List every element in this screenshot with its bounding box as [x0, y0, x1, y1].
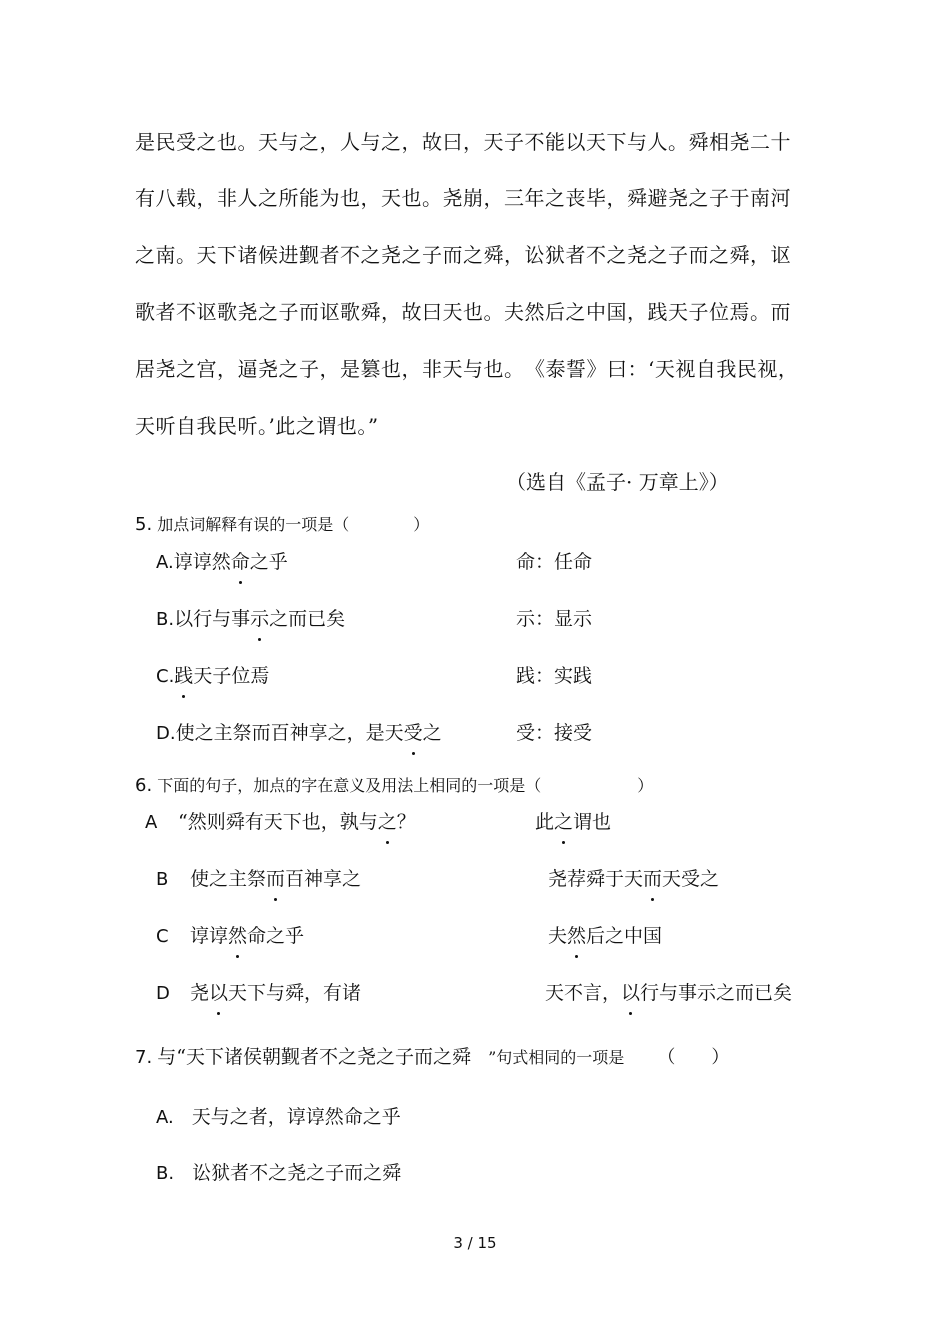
dotted-char: 以: [621, 979, 640, 1007]
passage-line: 是民受之也。天与之，人与之，故曰，天子不能以天下与人。舜相尧二十: [135, 130, 791, 154]
dotted-char: 受: [404, 719, 423, 747]
q5-option-c: C.践天子位焉: [156, 662, 269, 691]
question-text: 加点词解释有误的一项是（ ）: [157, 515, 430, 534]
dotted-char: 以: [209, 979, 228, 1007]
dotted-char: 示: [250, 605, 269, 633]
q6-option-c: C: [156, 926, 169, 947]
q5-answer-b: 示：显示: [516, 608, 593, 630]
passage-line: 天听自我民听。’此之谓也。”: [135, 414, 379, 438]
q6-option-d: D: [156, 983, 170, 1004]
q6-option-c-right: 夫然后之中国: [548, 922, 662, 950]
dotted-char: 而: [266, 865, 285, 893]
question-text: 下面的句子，加点的字在意义及用法上相同的一项是（ ）: [157, 776, 654, 795]
dotted-char: 之: [378, 808, 397, 836]
passage-source: （选自《孟子· 万章上》）: [506, 470, 729, 494]
question-6: [135, 774, 653, 798]
dotted-char: 然: [567, 922, 586, 950]
passage-line: 之南。天下诸候进觐者不之尧之子而之舜，讼狱者不之尧之子而之舜，讴: [135, 243, 791, 267]
q5-option-b: B.以行与事示之而已矣: [156, 605, 345, 634]
q6-option-b-right: 尧荐舜于天而天受之: [548, 865, 719, 893]
page-number: 3 / 15: [453, 1234, 497, 1252]
q6-option-a-right: 此之谓也: [535, 808, 611, 836]
q6-option-b-left: 使之主祭而百神享之: [190, 865, 361, 893]
dotted-char: 而: [643, 865, 662, 893]
q6-option-c-left: 谆谆然命之乎: [190, 922, 304, 950]
question-text: 与“天下诸侯朝觐者不之尧之子而之舜: [157, 1046, 471, 1068]
dotted-char: 命: [231, 548, 250, 576]
question-number: 6.: [135, 775, 153, 796]
q6-option-a-left: “然则舜有天下也，孰与之？: [178, 808, 416, 836]
q5-answer-c: 践：实践: [516, 665, 593, 687]
question-5: [135, 513, 429, 537]
q6-option-b: B: [156, 869, 169, 890]
q7-option-b: B. 讼狱者不之尧之子而之舜: [156, 1162, 402, 1184]
q5-answer-a: 命：任命: [516, 551, 593, 573]
passage-line: 有八载，非人之所能为也，天也。尧崩，三年之丧毕，舜避尧之子于南河: [135, 186, 791, 210]
question-number: 5.: [135, 514, 153, 535]
passage-line: 居尧之宫，逼尧之子，是篡也，非天与也。 《泰誓》曰：‘天视自我民视，: [135, 357, 799, 381]
passage-line: 歌者不讴歌尧之子而讴歌舜，故曰天也。夫然后之中国，践天子位焉。而: [135, 300, 791, 324]
q5-option-a: A.谆谆然命之乎: [156, 548, 288, 577]
answer-paren: （ ）: [657, 1047, 730, 1068]
question-text-tail: ”句式相同的一项是: [488, 1048, 625, 1067]
q5-answer-d: 受：接受: [516, 722, 593, 744]
q5-option-d: D.使之主祭而百神享之，是天受之: [156, 719, 442, 748]
q6-option-d-right: 天不言，以行与事示之而已矣: [545, 979, 792, 1007]
q6-option-a: A: [145, 812, 158, 833]
question-7: [135, 1045, 729, 1070]
dotted-char: 然: [228, 922, 247, 950]
dotted-char: 之: [554, 808, 573, 836]
q7-option-a: A. 天与之者，谆谆然命之乎: [156, 1106, 401, 1128]
question-number: 7.: [135, 1047, 153, 1068]
q6-option-d-left: 尧以天下与舜，有诸: [190, 979, 361, 1007]
dotted-char: 践: [174, 662, 193, 690]
